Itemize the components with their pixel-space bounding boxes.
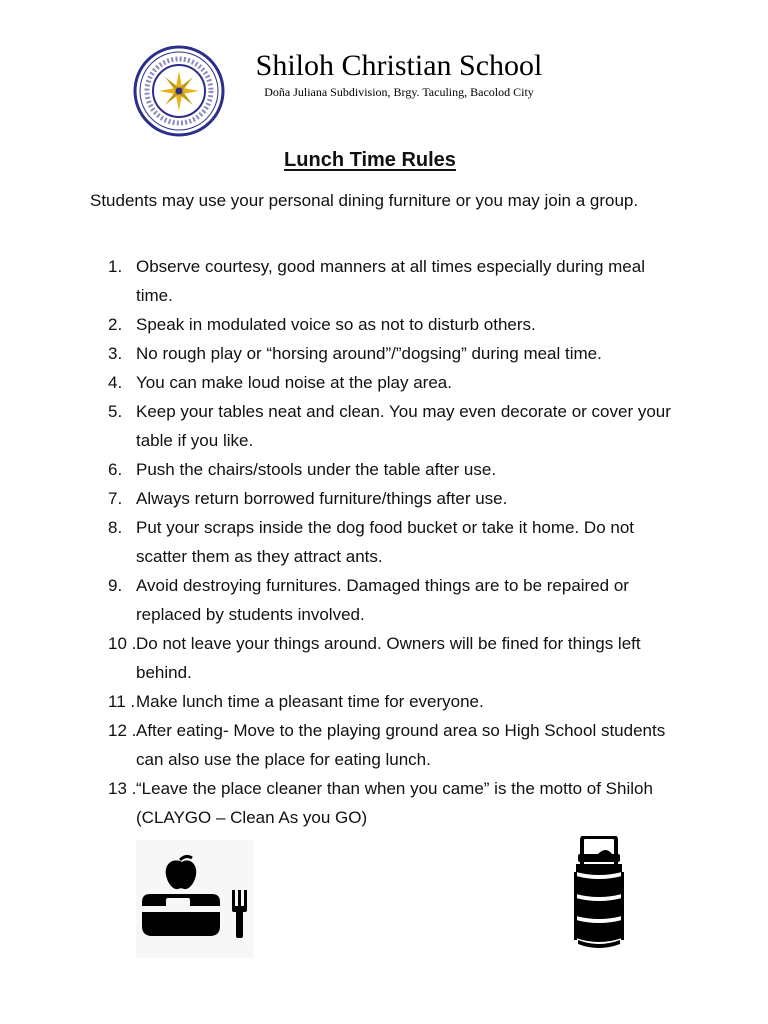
rule-item: [108, 368, 708, 397]
rule-text: Do not leave your things around. Owners will be fined for things left behind.: [136, 634, 641, 682]
rule-text: Avoid destroying furnitures. Damaged things are to be repaired or replaced by students involved.: [136, 576, 629, 624]
rule-number: 10 .: [108, 634, 137, 653]
rule-item: [108, 339, 708, 368]
rule-item: [108, 774, 708, 832]
rule-number: 3.: [108, 344, 123, 363]
rule-number: 7.: [108, 489, 123, 508]
school-address: Doña Juliana Subdivision, Brgy. Taculing, Bacolod City: [264, 85, 534, 99]
rule-number: 11 .: [108, 692, 136, 711]
rule-number: 13 .: [108, 779, 137, 798]
tiffin-carrier-icon: [572, 836, 626, 954]
rule-number: 5.: [108, 402, 123, 421]
rule-number: 2.: [108, 315, 123, 334]
rule-item: [108, 252, 708, 310]
rule-item: [108, 397, 708, 455]
rule-text: Speak in modulated voice so as not to disturb others.: [136, 315, 536, 334]
rule-item: [108, 629, 708, 687]
rule-item: [108, 310, 708, 339]
rule-text: Make lunch time a pleasant time for everyone.: [136, 692, 484, 711]
rules-list: [108, 252, 708, 832]
rule-text: No rough play or “horsing around”/”dogsing” during meal time.: [136, 344, 602, 363]
rule-item: [108, 716, 708, 774]
rule-text: Observe courtesy, good manners at all times especially during meal time.: [136, 257, 645, 305]
lunchbox-apple-fork-icon: [136, 840, 254, 958]
rule-item: [108, 571, 708, 629]
rule-item: [108, 455, 708, 484]
rule-number: 1.: [108, 257, 123, 276]
rule-number: 12 .: [108, 721, 137, 740]
rule-text: You can make loud noise at the play area.: [136, 373, 452, 392]
rule-number: 6.: [108, 460, 123, 479]
school-name: Shiloh Christian School: [255, 49, 543, 82]
rule-text: After eating- Move to the playing ground area so High School students can also use the place for eating lunch.: [136, 721, 666, 769]
rule-item: [108, 687, 708, 716]
rule-text: Always return borrowed furniture/things after use.: [136, 489, 508, 508]
rule-text: “Leave the place cleaner than when you came” is the motto of Shiloh (CLAYGO – Clean As you GO): [136, 779, 653, 827]
rule-number: 4.: [108, 373, 123, 392]
rule-text: Keep your tables neat and clean. You may even decorate or cover your table if you like.: [136, 402, 671, 450]
rule-number: 8.: [108, 518, 123, 537]
rule-number: 9.: [108, 576, 123, 595]
page-title: Lunch Time Rules: [284, 149, 456, 171]
intro-paragraph: Students may use your personal dining furniture or you may join a group.: [90, 191, 639, 210]
rule-text: Push the chairs/stools under the table after use.: [136, 460, 497, 479]
rule-item: [108, 513, 708, 571]
rule-item: [108, 484, 708, 513]
rule-text: Put your scraps inside the dog food bucket or take it home. Do not scatter them as they attract ants.: [136, 518, 635, 566]
